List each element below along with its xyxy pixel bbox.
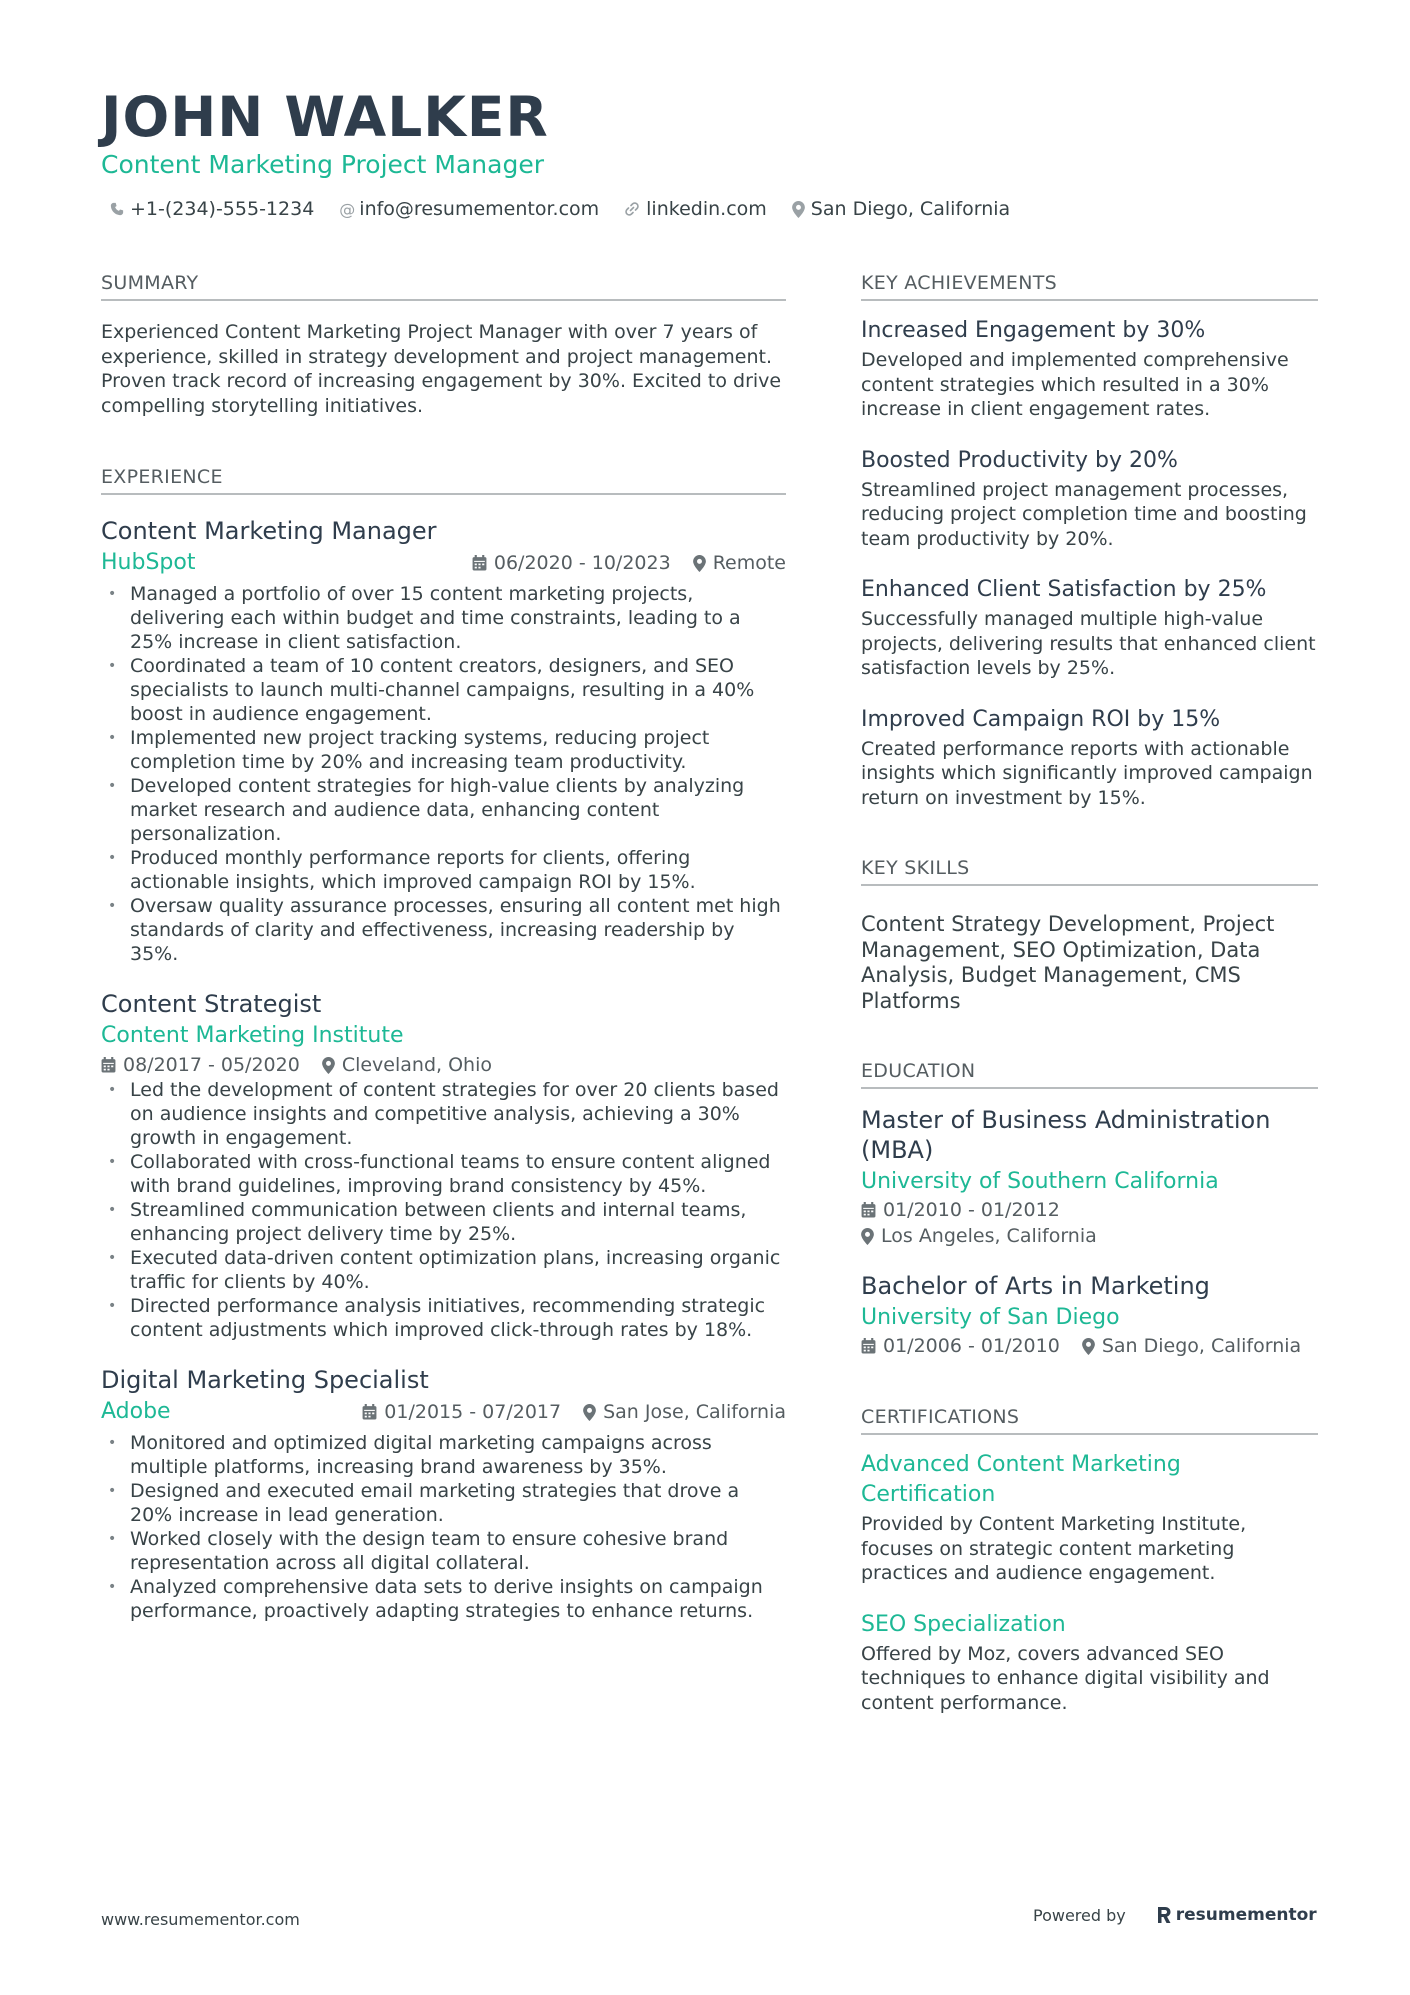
education-dates-text: 01/2006 - 01/2010 bbox=[883, 1335, 1060, 1357]
achievement-item bbox=[861, 575, 1318, 681]
bullet-item: • Implemented new project tracking systems, reducing project completion time by 20% and increasing team productivity. bbox=[101, 726, 786, 774]
education-meta bbox=[861, 1333, 1318, 1359]
location-pin-icon bbox=[861, 1228, 874, 1245]
bullet-item: • Developed content strategies for high-value clients by analyzing market research and audience data, enhancing content personalization. bbox=[101, 774, 786, 846]
job-dates-text: 06/2020 - 10/2023 bbox=[493, 552, 671, 574]
bullet-item: • Monitored and optimized digital marketing campaigns across multiple platforms, increasing brand awareness by 35%. bbox=[101, 1431, 786, 1479]
job-bullets bbox=[101, 1431, 786, 1623]
certification-item bbox=[861, 1610, 1318, 1716]
job-meta bbox=[101, 1052, 786, 1078]
candidate-name: JOHN WALKER bbox=[101, 85, 549, 149]
certification-text: Offered by Moz, covers advanced SEO techniques to enhance digital visibility and content performance. bbox=[861, 1642, 1270, 1714]
achievement-item bbox=[861, 446, 1318, 552]
education-entry bbox=[861, 1105, 1318, 1249]
job-meta bbox=[362, 1399, 786, 1425]
achievements-heading: KEY ACHIEVEMENTS bbox=[861, 270, 1318, 301]
contact-linkedin-text[interactable]: linkedin.com bbox=[646, 198, 767, 220]
company-name: Content Marketing Institute bbox=[101, 1023, 404, 1048]
achievement-item bbox=[861, 705, 1318, 811]
bullet-item: • Worked closely with the design team to ensure cohesive brand representation across all digital collateral. bbox=[101, 1527, 786, 1575]
job-location-text: Cleveland, Ohio bbox=[341, 1054, 492, 1076]
job-dates bbox=[362, 1399, 561, 1425]
calendar-icon bbox=[861, 1202, 876, 1218]
calendar-icon bbox=[362, 1404, 377, 1420]
right-column bbox=[861, 270, 1318, 1715]
achievement-item bbox=[861, 316, 1318, 422]
certification-text: Provided by Content Marketing Institute, focuses on strategic content marketing practices and audience engagement. bbox=[861, 1513, 1247, 1584]
achievements-section bbox=[861, 270, 1318, 810]
resumementor-logo[interactable] bbox=[1156, 1905, 1317, 1925]
footer-website[interactable]: www.resumementor.com bbox=[101, 1910, 300, 1929]
left-column bbox=[101, 270, 786, 1623]
bullet-item: • Designed and executed email marketing strategies that drove a 20% increase in lead generation. bbox=[101, 1479, 786, 1527]
phone-icon bbox=[110, 202, 124, 216]
experience-entry bbox=[101, 988, 786, 1342]
education-location bbox=[861, 1223, 1318, 1249]
education-dates bbox=[861, 1197, 1318, 1223]
summary-heading: SUMMARY bbox=[101, 270, 786, 301]
skills-section bbox=[861, 855, 1318, 1014]
education-entry bbox=[861, 1271, 1318, 1359]
certifications-heading: CERTIFICATIONS bbox=[861, 1404, 1318, 1435]
bullet-item: • Executed data-driven content optimization plans, increasing organic traffic for clients by 40%. bbox=[101, 1246, 786, 1294]
location-pin-icon bbox=[693, 555, 706, 572]
contact-location bbox=[792, 198, 1010, 220]
certification-title: Advanced Content Marketing Certification bbox=[861, 1452, 1181, 1507]
calendar-icon bbox=[861, 1338, 876, 1354]
job-dates bbox=[101, 1052, 300, 1078]
brand-name: resumementor bbox=[1175, 1905, 1317, 1925]
footer-powered-by bbox=[1033, 1905, 1317, 1925]
summary-section bbox=[101, 270, 786, 418]
education-location-text: Los Angeles, California bbox=[881, 1225, 1097, 1247]
contact-email-text[interactable]: info@resumementor.com bbox=[359, 198, 600, 220]
education-heading: EDUCATION bbox=[861, 1058, 1318, 1089]
bullet-item: • Streamlined communication between clients and internal teams, enhancing project delivery time by 25%. bbox=[101, 1198, 786, 1246]
certifications-section bbox=[861, 1404, 1318, 1715]
job-meta bbox=[472, 550, 786, 576]
company-name: HubSpot bbox=[101, 550, 196, 575]
contact-location-text: San Diego, California bbox=[810, 198, 1011, 220]
job-location bbox=[693, 550, 786, 576]
education-section bbox=[861, 1058, 1318, 1359]
bullet-item: • Collaborated with cross-functional teams to ensure content aligned with brand guidelines, improving brand consistency by 45%. bbox=[101, 1150, 786, 1198]
contact-linkedin[interactable] bbox=[624, 198, 767, 220]
job-bullets bbox=[101, 582, 786, 966]
achievement-title: Enhanced Client Satisfaction by 25% bbox=[861, 577, 1267, 602]
email-icon: @ bbox=[339, 199, 356, 219]
bullet-item: • Analyzed comprehensive data sets to derive insights on campaign performance, proactively adapting strategies to enhance returns. bbox=[101, 1575, 786, 1623]
powered-by-label: Powered by bbox=[1033, 1905, 1126, 1925]
education-location-text: San Diego, California bbox=[1101, 1335, 1302, 1357]
achievement-title: Improved Campaign ROI by 15% bbox=[861, 706, 1221, 732]
achievement-text: Streamlined project management processes, reducing project completion time and boosting team productivity by 20%. bbox=[861, 478, 1307, 550]
bullet-item: • Directed performance analysis initiatives, recommending strategic content adjustments which improved click-through rates by 18%. bbox=[101, 1294, 786, 1342]
job-location bbox=[583, 1399, 786, 1425]
link-icon bbox=[624, 201, 640, 217]
contact-email[interactable] bbox=[339, 198, 599, 220]
candidate-headline: Content Marketing Project Manager bbox=[101, 150, 544, 179]
job-location-text: San Jose, California bbox=[603, 1401, 786, 1423]
calendar-icon bbox=[101, 1057, 116, 1073]
contact-phone bbox=[110, 198, 314, 220]
job-dates-text: 08/2017 - 05/2020 bbox=[123, 1054, 300, 1076]
skills-heading: KEY SKILLS bbox=[861, 855, 1318, 886]
location-pin-icon bbox=[1082, 1338, 1095, 1355]
experience-entry bbox=[101, 1364, 786, 1623]
location-pin-icon bbox=[792, 201, 805, 218]
job-dates-text: 01/2015 - 07/2017 bbox=[384, 1401, 562, 1423]
experience-section bbox=[101, 464, 786, 1623]
calendar-icon bbox=[472, 555, 487, 571]
job-bullets bbox=[101, 1078, 786, 1342]
job-dates bbox=[472, 550, 671, 576]
contact-phone-text: +1-(234)-555-1234 bbox=[130, 198, 315, 220]
bullet-item: • Produced monthly performance reports for clients, offering actionable insights, which improved campaign ROI by 15%. bbox=[101, 846, 786, 894]
certification-item bbox=[861, 1450, 1318, 1586]
skills-text: Content Strategy Development, Project Management, SEO Optimization, Data Analysis, Budget Management, CMS Platforms bbox=[861, 912, 1275, 1013]
resumementor-logo-icon bbox=[1156, 1906, 1172, 1924]
degree-title: Master of Business Administration (MBA) bbox=[861, 1106, 1271, 1164]
job-location bbox=[322, 1052, 492, 1078]
bullet-item: • Led the development of content strategies for over 20 clients based on audience insights and competitive analysis, achieving a 30% growth in engagement. bbox=[101, 1078, 786, 1150]
bullet-item: • Coordinated a team of 10 content creators, designers, and SEO specialists to launch multi-channel campaigns, resulting in a 40% boost in audience engagement. bbox=[101, 654, 786, 726]
location-pin-icon bbox=[322, 1057, 335, 1074]
job-title: Content Marketing Manager bbox=[101, 517, 437, 545]
job-title: Digital Marketing Specialist bbox=[101, 1366, 429, 1394]
certification-title: SEO Specialization bbox=[861, 1611, 1066, 1637]
company-name: Adobe bbox=[101, 1399, 171, 1424]
bullet-item: • Oversaw quality assurance processes, ensuring all content met high standards of clarity and effectiveness, increasing readership by 35%. bbox=[101, 894, 786, 966]
location-pin-icon bbox=[583, 1404, 596, 1421]
education-dates-text: 01/2010 - 01/2012 bbox=[883, 1199, 1060, 1221]
summary-text: Experienced Content Marketing Project Manager with over 7 years of experience, skilled in strategy development and project management. Proven track record of increasing engagement by 30%. Excited to drive compelling storytelling initiatives. bbox=[101, 321, 782, 417]
experience-entry bbox=[101, 515, 786, 966]
contact-bar bbox=[110, 198, 1035, 220]
achievement-title: Increased Engagement by 30% bbox=[861, 318, 1206, 343]
school-name: University of San Diego bbox=[861, 1305, 1120, 1330]
achievement-text: Created performance reports with actionable insights which significantly improved campaign return on investment by 15%. bbox=[861, 737, 1313, 809]
job-location-text: Remote bbox=[712, 552, 786, 574]
achievement-text: Developed and implemented comprehensive content strategies which resulted in a 30% increase in client engagement rates. bbox=[861, 349, 1289, 420]
degree-title: Bachelor of Arts in Marketing bbox=[861, 1272, 1210, 1300]
achievement-title: Boosted Productivity by 20% bbox=[861, 447, 1178, 473]
job-title: Content Strategist bbox=[101, 990, 322, 1018]
school-name: University of Southern California bbox=[861, 1169, 1219, 1194]
achievement-text: Successfully managed multiple high-value projects, delivering results that enhanced client satisfaction levels by 25%. bbox=[861, 608, 1316, 679]
bullet-item: • Managed a portfolio of over 15 content marketing projects, delivering each within budget and time constraints, leading to a 25% increase in client satisfaction. bbox=[101, 582, 786, 654]
experience-heading: EXPERIENCE bbox=[101, 464, 786, 495]
